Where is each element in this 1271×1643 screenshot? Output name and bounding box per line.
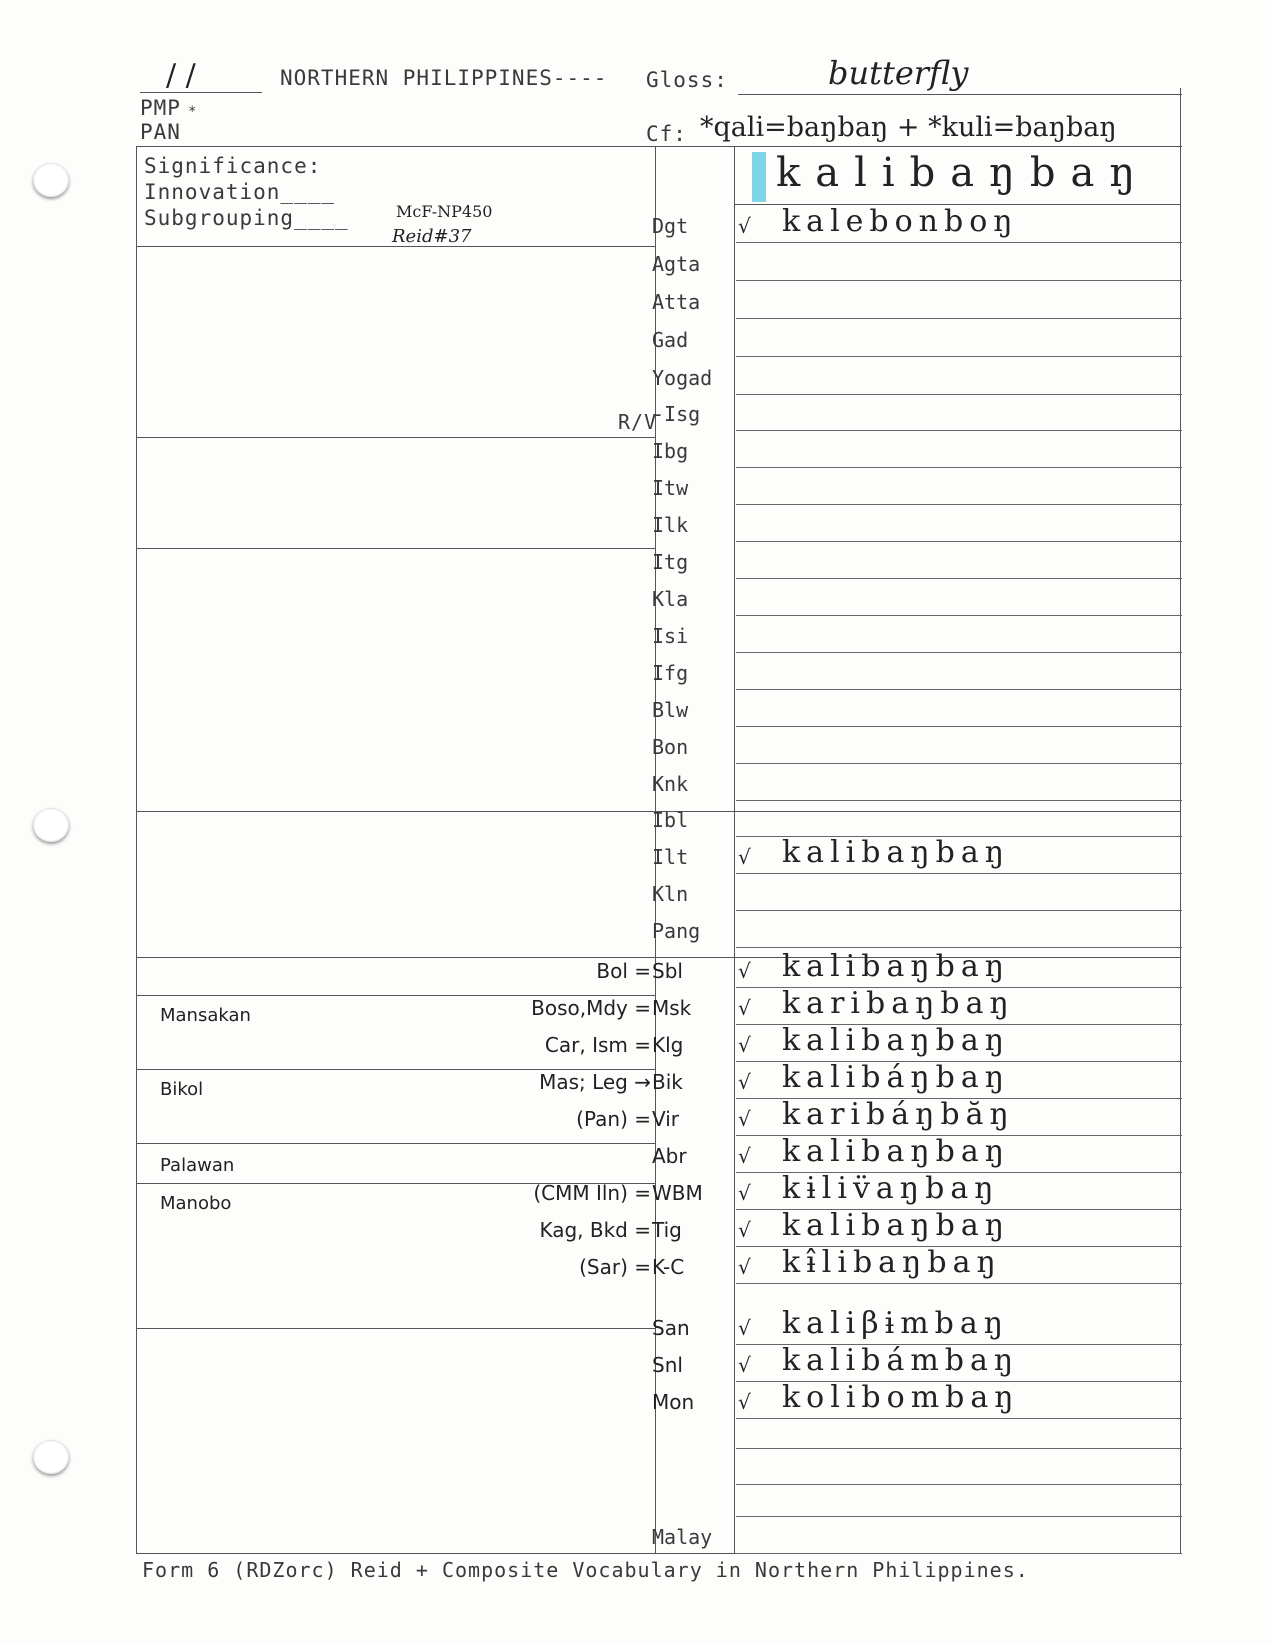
cognate-form: kalibaŋbaŋ: [782, 1023, 1011, 1058]
form-writing-line: [736, 947, 1182, 948]
frame-top: [136, 146, 1182, 147]
check-mark: √: [738, 1218, 751, 1242]
form-writing-line: [736, 1448, 1182, 1449]
frame-right: [1180, 88, 1181, 1553]
language-code: Klg: [652, 1033, 684, 1057]
cognate-form: kalibámbaŋ: [782, 1343, 1020, 1378]
language-code: Abr: [652, 1144, 687, 1168]
check-mark: √: [738, 1390, 751, 1414]
language-code: Msk: [652, 996, 692, 1020]
language-code: Kln: [652, 882, 689, 906]
region-title: NORTHERN PHILIPPINES----: [280, 66, 608, 90]
cognate-form: kalibaŋbaŋ: [782, 949, 1011, 984]
cognate-form: kalibáŋbaŋ: [782, 1060, 1011, 1095]
palawan-divider: [136, 1143, 655, 1144]
form-writing-line: [736, 689, 1182, 690]
cf-value: *qali=baŋbaŋ + *kuli=baŋbaŋ: [700, 112, 1117, 143]
language-code: Kla: [652, 587, 689, 611]
check-mark: √: [738, 845, 751, 869]
reconstruction-form: kalibaŋbaŋ: [776, 150, 1151, 196]
language-code: -Isg: [652, 402, 701, 426]
gloss-value: butterfly: [828, 54, 969, 92]
cognate-form: kalebonboŋ: [782, 204, 1019, 239]
language-alias: Boso,Mdy =: [531, 996, 651, 1020]
cognate-form: kalibaŋbaŋ: [782, 1134, 1011, 1169]
cognate-form: karibáŋbăŋ: [782, 1097, 1015, 1132]
punch-hole-top: [33, 163, 69, 197]
pan-label: PAN: [140, 120, 181, 144]
check-mark: √: [738, 959, 751, 983]
innovation-label: Innovation____: [144, 180, 336, 204]
form-writing-line: [736, 1283, 1182, 1284]
form-writing-line: [736, 356, 1182, 357]
language-alias: (Sar) =: [579, 1255, 651, 1279]
language-code: Yogad: [652, 366, 713, 390]
form-writing-line: [736, 652, 1182, 653]
form-writing-line: [736, 504, 1182, 505]
pmp-label: PMP: [140, 96, 181, 120]
check-mark: √: [738, 1144, 751, 1168]
form-writing-line: [736, 280, 1182, 281]
punch-hole-bottom: [33, 1440, 69, 1474]
check-mark: √: [738, 1107, 751, 1131]
language-code: Gad: [652, 328, 689, 352]
language-alias: (Pan) =: [576, 1107, 651, 1131]
cognate-form: kɨ̂libaŋbaŋ: [782, 1245, 1002, 1280]
reference-mcf: McF-NP450: [396, 202, 493, 221]
language-code: San: [652, 1316, 690, 1340]
section-divider-6: [136, 1328, 655, 1329]
language-code: Agta: [652, 252, 701, 276]
language-alias: Car, Ism =: [544, 1033, 651, 1057]
cognate-form: kalibaŋbaŋ: [782, 835, 1011, 870]
form-writing-line: [736, 615, 1182, 616]
gloss-label: Gloss:: [646, 68, 728, 92]
group-bikol: Bikol: [160, 1079, 204, 1100]
form-writing-line: [736, 1418, 1182, 1419]
language-code: Tig: [652, 1218, 682, 1242]
frame-left: [136, 146, 137, 1553]
language-code: Sbl: [652, 959, 683, 983]
check-mark: √: [738, 1353, 751, 1377]
rv-note: R/V: [618, 410, 658, 434]
section-divider-1: [136, 246, 655, 247]
check-mark: √: [738, 996, 751, 1020]
form-writing-line: [736, 1516, 1182, 1517]
form-writing-line: [736, 910, 1182, 911]
language-code: Snl: [652, 1353, 683, 1377]
form-writing-line: [736, 1484, 1182, 1485]
form-writing-line: [736, 800, 1182, 801]
form-writing-line: [736, 1553, 1182, 1554]
form-writing-line: [736, 242, 1182, 243]
language-alias: Mas; Leg →: [539, 1070, 651, 1094]
form-writing-line: [736, 726, 1182, 727]
form-writing-line: [736, 763, 1182, 764]
language-alias: (CMM Iln) =: [533, 1181, 651, 1205]
subgrouping-label: Subgrouping____: [144, 206, 349, 230]
language-code: Ilt: [652, 845, 689, 869]
group-manobo: Manobo: [160, 1193, 232, 1214]
cognate-form: kalibaŋbaŋ: [782, 1208, 1011, 1243]
language-code: Isi: [652, 624, 689, 648]
form-writing-line: [736, 873, 1182, 874]
section-divider-3: [136, 548, 655, 549]
section-divider-2: [136, 437, 655, 438]
language-code: WBM: [652, 1181, 703, 1205]
language-code: Vir: [652, 1107, 680, 1131]
language-code: Dgt: [652, 214, 689, 238]
form-writing-line: [736, 541, 1182, 542]
form-writing-line: [736, 394, 1182, 395]
language-code: Ilk: [652, 513, 689, 537]
language-alias: Kag, Bkd =: [539, 1218, 651, 1242]
footer-text: Form 6 (RDZorc) Reid + Composite Vocabulary in Northern Philippines.: [142, 1558, 1029, 1582]
reference-reid: Reid#37: [392, 226, 472, 247]
language-code: Atta: [652, 290, 701, 314]
cf-label: Cf:: [646, 122, 687, 146]
language-code: K-C: [652, 1255, 685, 1279]
check-mark: √: [738, 1316, 751, 1340]
form-writing-line: [736, 578, 1182, 579]
highlight-mark: [752, 152, 766, 202]
language-code: Ibg: [652, 439, 689, 463]
significance-label: Significance:: [144, 154, 322, 178]
check-mark: √: [738, 214, 751, 238]
form-writing-line: [736, 430, 1182, 431]
language-code: Ibl: [652, 808, 689, 832]
language-code: Knk: [652, 772, 689, 796]
language-code: Bik: [652, 1070, 683, 1094]
punch-hole-middle: [33, 808, 69, 842]
cognate-form: kɨliv̈aŋbaŋ: [782, 1171, 1000, 1206]
language-code: Ifg: [652, 661, 689, 685]
cognate-form: kaliβɨmbaŋ: [782, 1306, 1010, 1341]
language-code: Bon: [652, 735, 689, 759]
check-mark: √: [738, 1255, 751, 1279]
check-mark: √: [738, 1070, 751, 1094]
language-code: Pang: [652, 919, 701, 943]
form-writing-line: [736, 467, 1182, 468]
header-slashes: / /: [166, 58, 196, 93]
form-writing-line: [736, 318, 1182, 319]
cognate-form: karibaŋbaŋ: [782, 986, 1015, 1021]
language-alias: Bol =: [596, 959, 651, 983]
form-column-divider: [734, 146, 735, 1553]
section-divider-5: [136, 957, 1180, 958]
header-slash-underline: [140, 92, 262, 93]
language-code: Itw: [652, 476, 689, 500]
language-code: Mon: [652, 1390, 695, 1414]
check-mark: √: [738, 1033, 751, 1057]
group-palawan: Palawan: [160, 1155, 235, 1176]
check-mark: √: [738, 1181, 751, 1205]
language-code: Itg: [652, 550, 689, 574]
pmp-star: *: [188, 104, 198, 120]
language-code: Malay: [652, 1525, 713, 1549]
gloss-underline: [738, 94, 1182, 95]
cognate-form: kolibombaŋ: [782, 1380, 1020, 1415]
language-code: Blw: [652, 698, 689, 722]
group-mansakan: Mansakan: [160, 1005, 251, 1026]
